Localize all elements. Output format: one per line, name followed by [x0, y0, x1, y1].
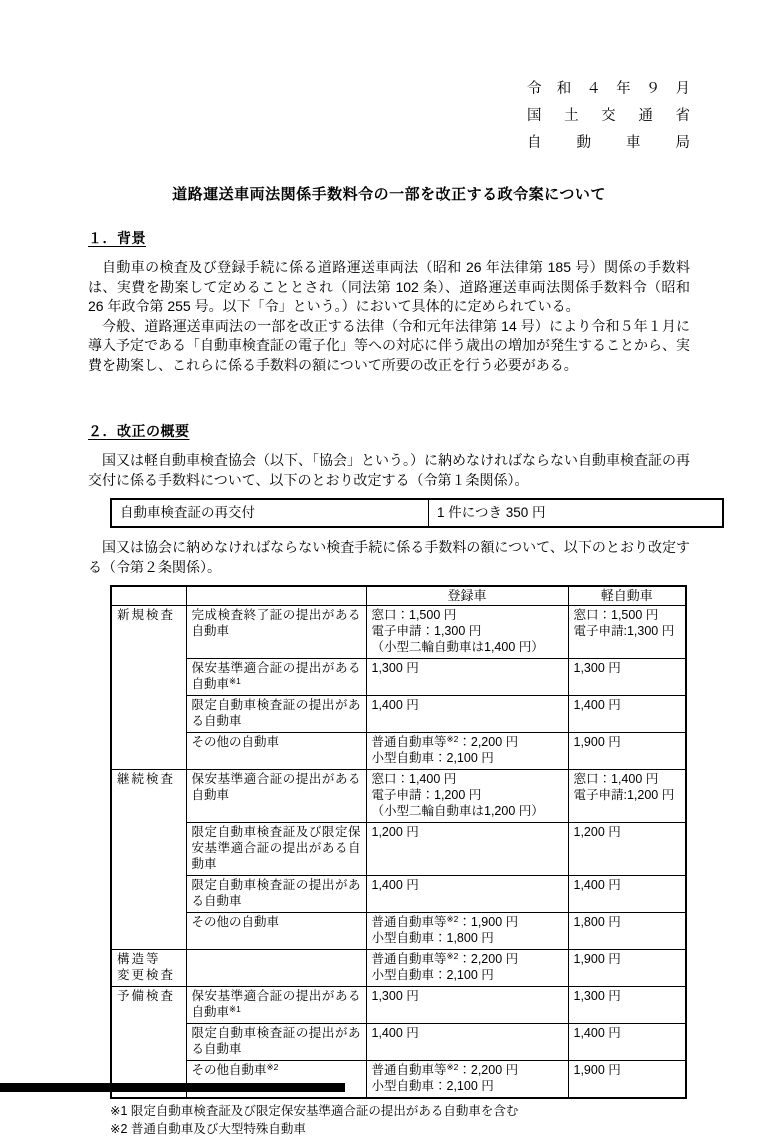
- registered-car-fee-cell: 窓口：1,400 円 電子申請：1,200 円 （小型二輪自動車は1,200 円）: [366, 770, 568, 823]
- inspection-fee-table: [110, 585, 687, 1099]
- registered-car-fee-cell: 普通自動車等$^{※2}$：2,200 円 小型自動車：2,100 円: [366, 950, 568, 987]
- kei-car-fee-cell: 1,900 円: [568, 1061, 686, 1099]
- kei-car-fee-cell: 1,400 円: [568, 1024, 686, 1061]
- kei-car-fee-cell: 1,900 円: [568, 733, 686, 770]
- table-row: [111, 1024, 686, 1061]
- fee-table-body: [111, 606, 686, 1099]
- section2-heading: ２．改正の概要: [88, 421, 690, 441]
- registered-car-fee-cell: 1,200 円: [366, 823, 568, 876]
- table-header-row: [111, 586, 686, 606]
- table-row: [111, 823, 686, 876]
- kei-car-fee-cell: 窓口：1,500 円 電子申請:1,300 円: [568, 606, 686, 659]
- kei-car-fee-cell: 1,300 円: [568, 659, 686, 696]
- description-cell: その他の自動車: [186, 733, 366, 770]
- kei-car-fee-cell: 1,900 円: [568, 950, 686, 987]
- registered-car-fee-cell: 窓口：1,500 円 電子申請：1,300 円 （小型二輪自動車は1,400 円）: [366, 606, 568, 659]
- refund-fee-table: [110, 498, 724, 528]
- category-cell: 構造等 変更検査: [111, 950, 186, 987]
- header-date: 令和４年９月: [527, 76, 690, 103]
- registered-car-fee-cell: 1,300 円: [366, 987, 568, 1024]
- registered-car-fee-cell: 1,400 円: [366, 1024, 568, 1061]
- spacer: [88, 375, 690, 397]
- header-cell-empty-2: [186, 586, 366, 606]
- table-row: [111, 950, 686, 987]
- header-block: [527, 76, 690, 157]
- description-cell: [186, 950, 366, 987]
- header-cell-registered: 登録車: [366, 586, 568, 606]
- table-row: [111, 1061, 686, 1099]
- header-cell-empty-1: [111, 586, 186, 606]
- section1-heading: １．背景: [88, 228, 690, 248]
- table-row: [111, 876, 686, 913]
- registered-car-fee-cell: 1,400 円: [366, 876, 568, 913]
- kei-car-fee-cell: 窓口：1,400 円 電子申請:1,200 円: [568, 770, 686, 823]
- kei-car-fee-cell: 1,800 円: [568, 913, 686, 950]
- registered-car-fee-cell: 普通自動車等$^{※2}$：1,900 円 小型自動車：1,800 円: [366, 913, 568, 950]
- category-cell: 新規検査: [111, 606, 186, 770]
- kei-car-fee-cell: 1,400 円: [568, 696, 686, 733]
- category-cell: 予備検査: [111, 987, 186, 1099]
- table-row: [111, 770, 686, 823]
- description-cell: 限定自動車検査証の提出がある自動車: [186, 876, 366, 913]
- table-row: [111, 696, 686, 733]
- table-row: [111, 987, 686, 1024]
- spacer: [88, 528, 690, 538]
- kei-car-fee-cell: 1,300 円: [568, 987, 686, 1024]
- header-ministry: 国土交通省: [527, 103, 690, 130]
- revision-paragraph-2: 国又は協会に納めなければならない検査手続に係る手数料の額について、以下のとおり改定する（令第２条関係）。: [88, 538, 690, 577]
- header-cell-kei: 軽自動車: [568, 586, 686, 606]
- description-cell: その他自動車$^{※2}$: [186, 1061, 366, 1099]
- footer-scan-bar: [0, 1083, 345, 1092]
- kei-car-fee-cell: 1,200 円: [568, 823, 686, 876]
- category-cell: 継続検査: [111, 770, 186, 950]
- registered-car-fee-cell: 普通自動車等$^{※2}$：2,200 円 小型自動車：2,100 円: [366, 1061, 568, 1099]
- description-cell: 限定自動車検査証の提出がある自動車: [186, 1024, 366, 1061]
- registered-car-fee-cell: 1,400 円: [366, 696, 568, 733]
- description-cell: 保安基準適合証の提出がある自動車$^{※1}$: [186, 659, 366, 696]
- kei-car-fee-cell: 1,400 円: [568, 876, 686, 913]
- refund-item-cell: 自動車検査証の再交付: [111, 499, 429, 527]
- description-cell: 完成検査終了証の提出がある自動車: [186, 606, 366, 659]
- header-bureau: 自動車局: [527, 130, 690, 157]
- background-paragraph-1: 自動車の検査及び登録手続に係る道路運送車両法（昭和 26 年法律第 185 号）関係の手数料は、実費を勘案して定めることとされ（同法第 102 条）、道路運送車両法関係手数料令（昭和 26 年政令第 255 号。以下「令」という。）において具体的に定められている。: [88, 258, 690, 317]
- refund-fee-cell: 1 件につき 350 円: [429, 499, 724, 527]
- description-cell: 限定自動車検査証及び限定保安基準適合証の提出がある自動車: [186, 823, 366, 876]
- footnote-1: ※1 限定自動車検査証及び限定保安基準適合証の提出がある自動車を含む: [110, 1103, 690, 1121]
- footnote-2: ※2 普通自動車及び大型特殊自動車: [110, 1121, 690, 1138]
- table-row: [111, 499, 723, 527]
- description-cell: 限定自動車検査証の提出がある自動車: [186, 696, 366, 733]
- background-paragraph-2: 今般、道路運送車両法の一部を改正する法律（令和元年法律第 14 号）により令和５年１月に導入予定である「自動車検査証の電子化」等への対応に伴う歳出の増加が発生することから、実費を勘案し、これらに係る手数料の額について所要の改正を行う必要がある。: [88, 317, 690, 376]
- registered-car-fee-cell: 普通自動車等$^{※2}$：2,200 円 小型自動車：2,100 円: [366, 733, 568, 770]
- footnotes: [110, 1103, 690, 1138]
- table-row: [111, 606, 686, 659]
- table-row: [111, 913, 686, 950]
- registered-car-fee-cell: 1,300 円: [366, 659, 568, 696]
- description-cell: その他の自動車: [186, 913, 366, 950]
- description-cell: 保安基準適合証の提出がある自動車: [186, 770, 366, 823]
- page-title: 道路運送車両法関係手数料令の一部を改正する政令案について: [88, 183, 690, 204]
- revision-paragraph-1: 国又は軽自動車検査協会（以下、「協会」という。）に納めなければならない自動車検査証の再交付に係る手数料について、以下のとおり改定する（令第１条関係）。: [88, 451, 690, 490]
- table-row: [111, 659, 686, 696]
- table-row: [111, 733, 686, 770]
- description-cell: 保安基準適合証の提出がある自動車$^{※1}$: [186, 987, 366, 1024]
